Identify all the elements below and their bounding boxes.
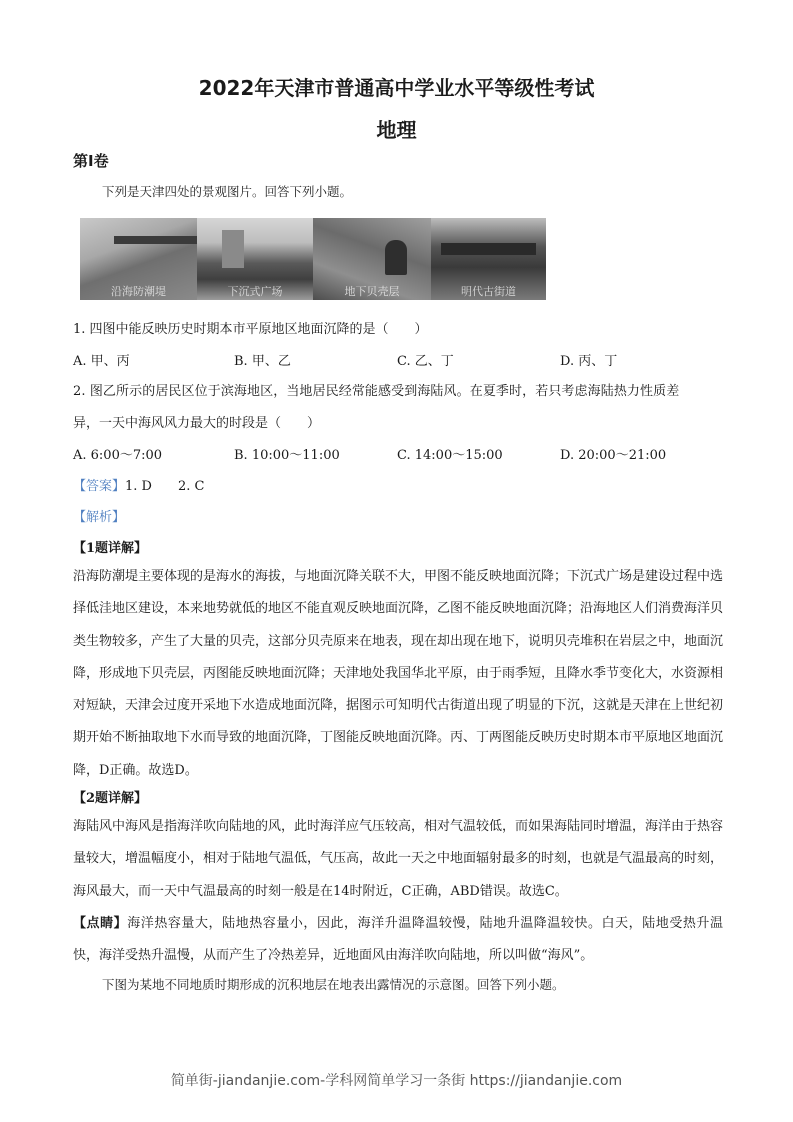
photo-caption: 地下贝壳层 bbox=[344, 285, 400, 298]
question-2-option-d: D. 20:00～21:00 bbox=[560, 448, 667, 463]
analysis-label: 【解析】 bbox=[73, 510, 126, 525]
question-1-option-b: B. 甲、乙 bbox=[234, 354, 291, 369]
detail-2-text: 海陆风中海风是指海洋吹向陆地的风，此时海洋应气压较高，相对气温较低，而如果海陆同时增温，海洋由于热容量较大，增温幅度小，相对于陆地气温低，气压高，故此一天之中地面辐射最多的时刻，也就是气温最高的时刻，海风最大，而一天中气温最高的时刻一般是在14时附近，C正确，ABD错误。故选C。 bbox=[73, 819, 724, 899]
intro-text-2: 下图为某地不同地质时期形成的沉积地层在地表出露情况的示意图。回答下列小题。 bbox=[102, 977, 565, 992]
tip-label: 【点睛】 bbox=[73, 916, 128, 931]
footer-watermark: 简单街-jiandanjie.com-学科网简单学习一条街 https://jiandanjie.com bbox=[170, 1073, 623, 1089]
photo-caption: 明代古街道 bbox=[461, 285, 516, 298]
intro-text-1: 下列是天津四处的景观图片。回答下列小题。 bbox=[102, 184, 353, 199]
photo-ming-street bbox=[431, 218, 546, 300]
question-2-option-b: B. 10:00～11:00 bbox=[234, 448, 340, 463]
photo-caption: 下沉式广场 bbox=[227, 285, 283, 298]
landscape-photo-strip bbox=[80, 218, 546, 300]
detail-2-label: 【2题详解】 bbox=[73, 791, 148, 806]
question-2-stem-line2: 异，一天中海风风力最大的时段是（ ） bbox=[73, 416, 321, 431]
question-1-option-a: A. 甲、丙 bbox=[73, 354, 130, 369]
subject-title: 地理 bbox=[376, 118, 417, 142]
detail-1-label: 【1题详解】 bbox=[73, 541, 148, 556]
photo-seawall bbox=[80, 218, 197, 300]
section-heading: 第Ⅰ卷 bbox=[73, 152, 109, 170]
question-2-option-c: C. 14:00～15:00 bbox=[397, 448, 503, 463]
answer-value: 1. D 2. C bbox=[125, 479, 205, 494]
photo-shell-layer bbox=[313, 218, 431, 300]
question-2-stem-line1: 2. 图乙所示的居民区位于滨海地区，当地居民经常能感受到海陆风。在夏季时，若只考虑海陆热力性质差 bbox=[73, 384, 680, 399]
tip-text: 海洋热容量大，陆地热容量小，因此，海洋升温降温较慢，陆地升温降温较快。白天，陆地受热升温快，海洋受热升温慢，从而产生了冷热差异，近地面风由海洋吹向陆地，所以叫做“海风”。 bbox=[73, 916, 723, 964]
detail-1-text: 沿海防潮堤主要体现的是海水的海拔，与地面沉降关联不大，甲图不能反映地面沉降；下沉式广场是建设过程中选择低洼地区建设，本来地势就低的地区不能直观反映地面沉降，乙图不能反映地面沉降；沿海地区人们消费海洋贝类生物较多，产生了大量的贝壳，这部分贝壳原来在地表，现在却出现在地下，说明贝壳堆积在岩层之中，地面沉降，形成地下贝壳层，丙图能反映地面沉降；天津地处我国华北平原，由于雨季短，且降水季节变化大，水资源相对短缺，天津会过度开采地下水造成地面沉降，据图示可知明代古街道出现了明显的下沉，这就是天津在上世纪初期开始不断抽取地下水而导致的地面沉降，丁图能反映地面沉降。丙、丁两图能反映历史时期本市平原地区地面沉降，D正确。故选D。 bbox=[73, 569, 724, 778]
answer-label: 【答案】 bbox=[73, 479, 126, 494]
tip-block bbox=[73, 908, 723, 973]
question-1-option-d: D. 丙、丁 bbox=[560, 354, 618, 369]
question-2-option-a: A. 6:00～7:00 bbox=[73, 448, 163, 463]
question-1-stem: 1. 四图中能反映历史时期本市平原地区地面沉降的是（ ） bbox=[73, 322, 428, 337]
exam-title: 2022年天津市普通高中学业水平等级性考试 bbox=[198, 76, 595, 100]
photo-sunken-plaza bbox=[197, 218, 313, 300]
answer-row bbox=[73, 475, 204, 494]
photo-caption: 沿海防潮堤 bbox=[111, 285, 166, 298]
question-1-option-c: C. 乙、丁 bbox=[397, 354, 454, 369]
